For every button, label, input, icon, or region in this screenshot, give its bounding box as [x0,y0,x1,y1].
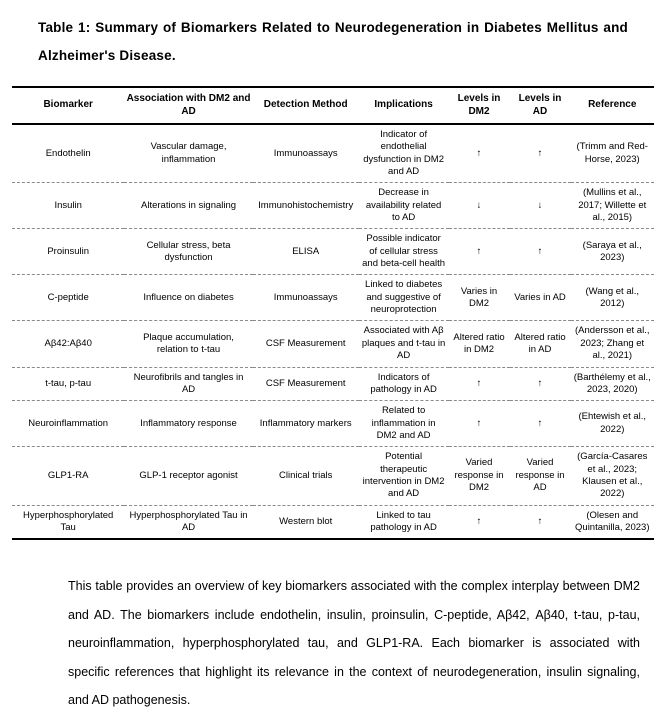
cell-implications: Linked to diabetes and suggestive of neuroprotection [359,275,449,321]
cell-reference: (Olesen and Quintanilla, 2023) [571,505,655,539]
cell-detection: CSF Measurement [253,321,359,367]
cell-biomarker: Insulin [12,183,124,229]
cell-association: Plaque accumulation, relation to t-tau [124,321,252,367]
cell-biomarker: Neuroinflammation [12,401,124,447]
header-levels-ad: Levels in AD [510,87,571,124]
cell-implications: Indicators of pathology in AD [359,367,449,401]
cell-levels-ad: Varies in AD [510,275,571,321]
cell-biomarker: Proinsulin [12,229,124,275]
header-levels-dm2: Levels in DM2 [449,87,510,124]
cell-biomarker: C-peptide [12,275,124,321]
cell-levels-ad: ↑ [510,229,571,275]
cell-detection: Immunohistochemistry [253,183,359,229]
cell-levels-dm2: ↑ [449,505,510,539]
cell-reference: (García-Casares et al., 2023; Klausen et al., 2022) [571,447,655,505]
cell-levels-dm2: ↓ [449,183,510,229]
header-implications: Implications [359,87,449,124]
cell-association: Inflammatory response [124,401,252,447]
table-row-endothelin [12,124,654,183]
cell-biomarker: Aβ42:Aβ40 [12,321,124,367]
cell-detection: CSF Measurement [253,367,359,401]
cell-implications: Potential therapeutic intervention in DM2 and AD [359,447,449,505]
cell-biomarker: t-tau, p-tau [12,367,124,401]
cell-association: Hyperphosphorylated Tau in AD [124,505,252,539]
table-description: This table provides an overview of key biomarkers associated with the complex interplay between DM2 and AD. The biomarkers include endothelin, insulin, proinsulin, C-peptide, Aβ42, Aβ40, t-tau, p-tau, neuroinflammation, hyperphosphorylated tau, and GLP1-RA. Each biomarker is associated with specific references that highlight its relevance in the context of neurodegeneration, insulin signaling, and AD pathogenesis. [68,579,640,708]
cell-implications: Linked to tau pathology in AD [359,505,449,539]
cell-levels-ad: ↑ [510,367,571,401]
cell-reference: (Trimm and Red-Horse, 2023) [576,141,648,165]
cell-levels-ad: Altered ratio in AD [510,321,571,367]
cell-association: Alterations in signaling [124,183,252,229]
table-title: Table 1: Summary of Biomarkers Related to Neurodegeneration in Diabetes Mellitus and Alzheimer's Disease. [38,20,628,63]
header-association: Association with DM2 and AD [124,87,252,124]
cell-implications: Decrease in availability related to AD [359,183,449,229]
cell-levels-dm2: ↑ [449,401,510,447]
cell-levels-dm2: Varied response in DM2 [449,447,510,505]
header-reference: Reference [571,87,655,124]
cell-levels-dm2: ↑ [449,229,510,275]
cell-association: Neurofibrils and tangles in AD [124,367,252,401]
cell-implications: Possible indicator of cellular stress and beta-cell health [359,229,449,275]
table-header-row [12,87,654,124]
cell-reference: (Barthélemy et al., 2023, 2020) [571,367,655,401]
header-detection-method: Detection Method [253,87,359,124]
cell-levels-ad: ↑ [537,147,543,159]
table-row-t-tau-p-tau [12,367,654,401]
cell-detection: Western blot [253,505,359,539]
biomarkers-table [12,86,654,540]
table-row-proinsulin [12,229,654,275]
cell-levels-ad: ↑ [510,401,571,447]
cell-detection: Clinical trials [253,447,359,505]
cell-reference: (Mullins et al., 2017; Willette et al., 2015) [571,183,655,229]
cell-reference: (Ehtewish et al., 2022) [571,401,655,447]
cell-reference: (Andersson et al., 2023; Zhang et al., 2021) [571,321,655,367]
cell-implications: Associated with Aβ plaques and t-tau in AD [359,321,449,367]
cell-association: Vascular damage, inflammation [150,141,227,165]
cell-association: Influence on diabetes [124,275,252,321]
table-row-insulin [12,183,654,229]
table-row-hyperphosphorylated-tau [12,505,654,539]
cell-levels-dm2: ↑ [449,367,510,401]
table-row-neuroinflammation [12,401,654,447]
cell-levels-dm2: ↑ [476,147,482,159]
cell-biomarker: GLP1-RA [12,447,124,505]
table-row-glp1-ra [12,447,654,505]
table-row-ab42-ab40 [12,321,654,367]
header-biomarker: Biomarker [12,87,124,124]
cell-association: GLP-1 receptor agonist [124,447,252,505]
cell-levels-ad: Varied response in AD [510,447,571,505]
cell-reference: (Wang et al., 2012) [571,275,655,321]
cell-biomarker: Endothelin [45,147,91,159]
cell-association: Cellular stress, beta dysfunction [124,229,252,275]
cell-detection: Immunoassays [273,147,338,159]
cell-reference: (Saraya et al., 2023) [571,229,655,275]
cell-implications: Related to inflammation in DM2 and AD [359,401,449,447]
cell-levels-dm2: Altered ratio in DM2 [449,321,510,367]
cell-detection: Inflammatory markers [253,401,359,447]
cell-levels-ad: ↓ [510,183,571,229]
cell-implications: Indicator of endothelial dysfunction in DM2 and AD [363,129,444,178]
cell-biomarker: Hyperphosphorylated Tau [12,505,124,539]
cell-detection: Immunoassays [253,275,359,321]
table-row-c-peptide [12,275,654,321]
cell-levels-ad: ↑ [510,505,571,539]
cell-detection: ELISA [253,229,359,275]
cell-levels-dm2: Varies in DM2 [449,275,510,321]
